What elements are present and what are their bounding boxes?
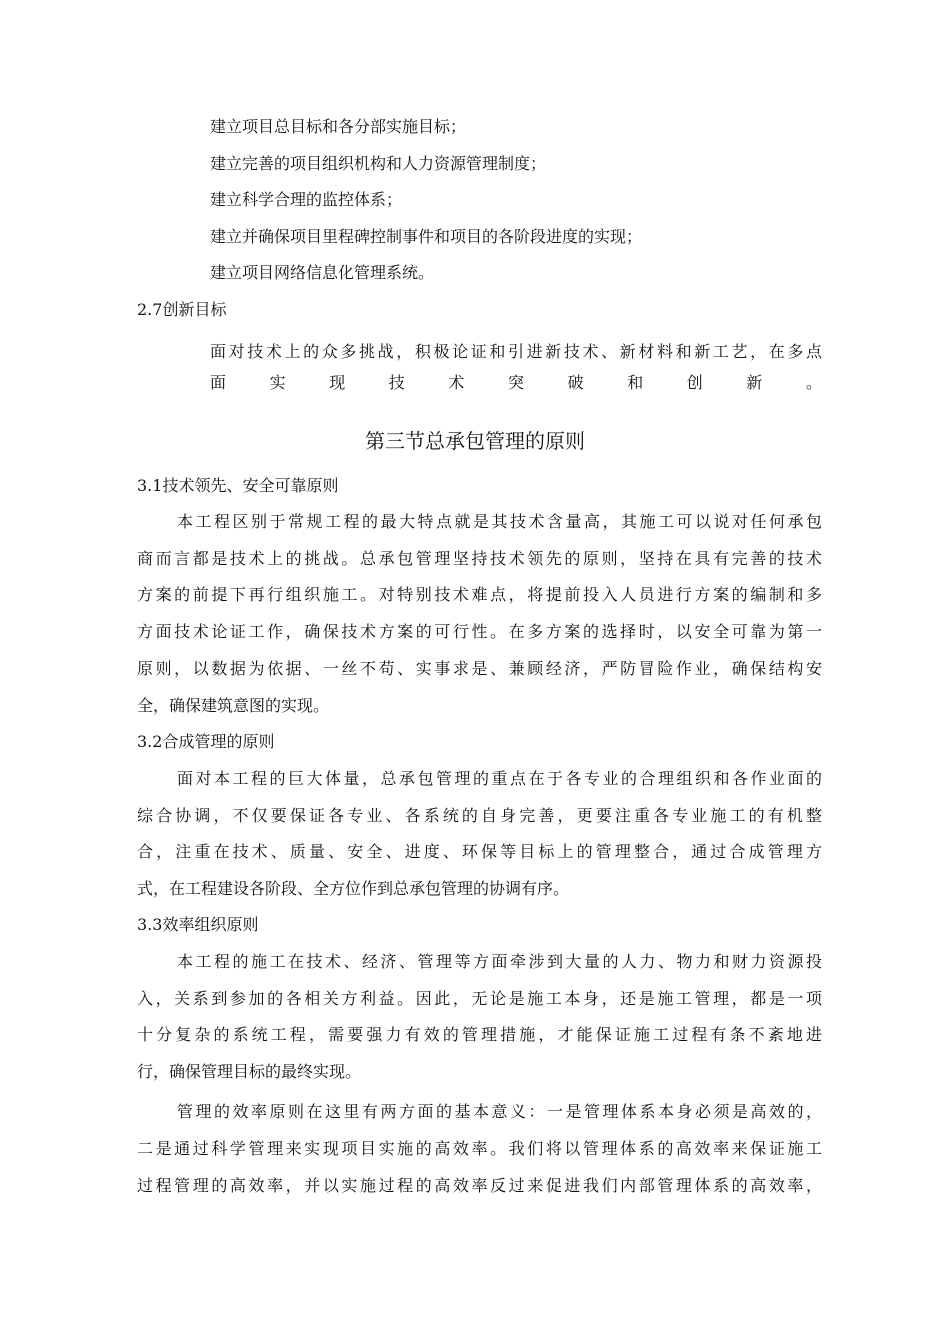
goal-item: 建立项目总目标和各分部实施目标； [210, 117, 467, 136]
paragraph-line: 本工程的施工在技术、经济、管理等方面牵涉到大量的人力、物力和财力资源投 [177, 952, 822, 971]
principle-1-heading: 3.1技术领先、安全可靠原则 [137, 476, 339, 495]
paragraph-line: 综合协调，不仅要保证各专业、各系统的自身完善，更要注重各专业施工的有机整 [137, 806, 822, 825]
section-title: 第三节总承包管理的原则 [365, 429, 585, 453]
goal-item: 建立并确保项目里程碑控制事件和项目的各阶段进度的实现； [210, 227, 643, 246]
paragraph-line: 二是通过科学管理来实现项目实施的高效率。我们将以管理体系的高效率来保证施工 [137, 1139, 822, 1158]
paragraph-line: 式，在工程建设各阶段、全方位作到总承包管理的协调有序。 [137, 879, 570, 898]
paragraph-line: 行，确保管理目标的最终实现。 [137, 1062, 362, 1081]
goal-item: 建立项目网络信息化管理系统。 [210, 263, 435, 282]
paragraph-line: 本工程区别于常规工程的最大特点就是其技术含量高，其施工可以说对任何承包 [177, 512, 822, 531]
principle-3-heading: 3.3效率组织原则 [137, 915, 259, 934]
innovation-text-line: 面实现技术突破和创新。 [210, 373, 822, 392]
paragraph-line: 入，关系到参加的各相关方利益。因此，无论是施工本身，还是施工管理，都是一项 [137, 989, 822, 1008]
paragraph-line: 过程管理的高效率，并以实施过程的高效率反过来促进我们内部管理体系的高效率， [137, 1176, 822, 1195]
paragraph-line: 全，确保建筑意图的实现。 [137, 696, 330, 715]
goal-item: 建立完善的项目组织机构和人力资源管理制度； [210, 154, 547, 173]
paragraph-line: 合，注重在技术、质量、安全、进度、环保等目标上的管理整合，通过合成管理方 [137, 842, 822, 861]
paragraph-line: 面对本工程的巨大体量，总承包管理的重点在于各专业的合理组织和各作业面的 [177, 769, 822, 788]
goal-item: 建立科学合理的监控体系； [210, 190, 403, 209]
principle-2-heading: 3.2合成管理的原则 [137, 732, 275, 751]
paragraph-line: 方面技术论证工作，确保技术方案的可行性。在多方案的选择时，以安全可靠为第一 [137, 622, 822, 641]
paragraph-line: 管理的效率原则在这里有两方面的基本意义：一是管理体系本身必须是高效的， [177, 1102, 822, 1121]
paragraph-line: 十分复杂的系统工程，需要强力有效的管理措施，才能保证施工过程有条不紊地进 [137, 1025, 822, 1044]
paragraph-line: 商而言都是技术上的挑战。总承包管理坚持技术领先的原则，坚持在具有完善的技术 [137, 549, 822, 568]
innovation-heading: 2.7创新目标 [137, 300, 227, 319]
paragraph-line: 方案的前提下再行组织施工。对特别技术难点，将提前投入人员进行方案的编制和多 [137, 585, 822, 604]
innovation-text-line: 面对技术上的众多挑战，积极论证和引进新技术、新材料和新工艺，在多点 [210, 342, 822, 361]
paragraph-line: 原则，以数据为依据、一丝不苟、实事求是、兼顾经济，严防冒险作业，确保结构安 [137, 659, 822, 678]
